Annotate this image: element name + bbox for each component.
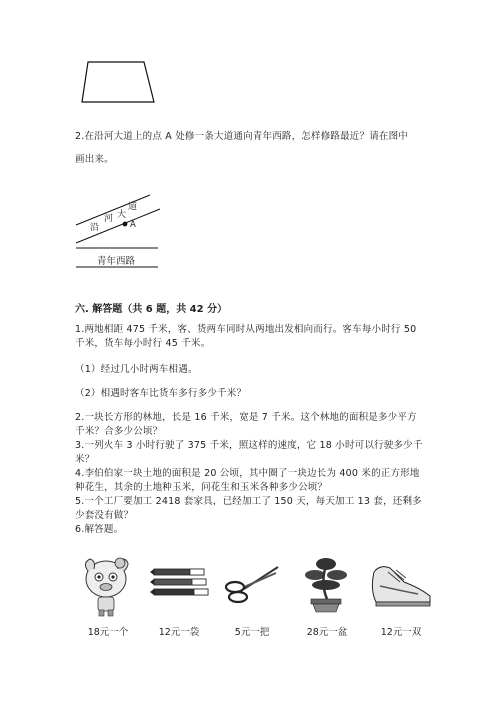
q2-line2: 画出来。 [75, 154, 114, 165]
river-road-char-2: 河 [104, 214, 114, 224]
shoe-image [368, 560, 434, 610]
bonsai-image [303, 555, 349, 615]
price-label-doll: 18元一个 [87, 627, 129, 638]
river-road-char-3: 大 [117, 210, 127, 220]
west-road-label: 青年西路 [97, 256, 136, 267]
p1-sub2: （2）相遇时客车比货车多行多少千米？ [75, 388, 247, 399]
p3-line2: 米？ [75, 454, 95, 465]
p4-line1: 4.李伯伯家一块土地的面积是 20 公顷，其中圈了一块边长为 400 米的正方形地 [75, 468, 420, 479]
river-road-char-4: 道 [128, 202, 138, 212]
p5-line1: 5.一个工厂要加工 2418 套家具，已经加工了 150 天，每天加工 13 套，还剩多 [75, 496, 422, 507]
scissors-image [222, 565, 282, 605]
price-label-markers: 12元一袋 [158, 627, 200, 638]
p1-line1: 1.两地相距 475 千米，客、货两车同时从两地出发相向而行。客车每小时行 50 [75, 324, 417, 335]
section-title: 六. 解答题（共 6 题，共 42 分） [75, 304, 228, 315]
p1-sub1: （1）经过几小时两车相遇。 [75, 364, 198, 375]
p3-line1: 3.一列火车 3 小时行驶了 375 千米，照这样的速度，它 18 小时可以行驶多少千 [75, 440, 423, 451]
toy-doll-image [78, 553, 138, 617]
p4-line2: 种花生，其余的土地种玉米，问花生和玉米各种多少公顷？ [75, 482, 328, 493]
p5-line2: 少套没有做？ [75, 510, 134, 521]
trapezoid-figure [70, 55, 170, 110]
price-label-shoe: 12元一双 [380, 627, 422, 638]
point-a-marker [123, 222, 128, 227]
price-label-scissors: 5元一把 [234, 627, 270, 638]
point-a-label: A [130, 220, 136, 230]
markers-image [150, 565, 212, 605]
p6-line1: 6.解答题。 [75, 524, 124, 535]
river-road-char-1: 沿 [90, 223, 100, 233]
q2-line1: 2.在沿河大道上的点 A 处修一条大道通向青年西路，怎样修路最近？请在图中 [75, 131, 409, 142]
p1-line2: 千米，货车每小时行 45 千米。 [75, 338, 211, 349]
price-label-bonsai: 28元一盆 [306, 627, 348, 638]
p2-line2: 千米？合多少公顷？ [75, 426, 163, 437]
p2-line1: 2.一块长方形的林地，长是 16 千米，宽是 7 千米。这个林地的面积是多少平方 [75, 412, 417, 423]
